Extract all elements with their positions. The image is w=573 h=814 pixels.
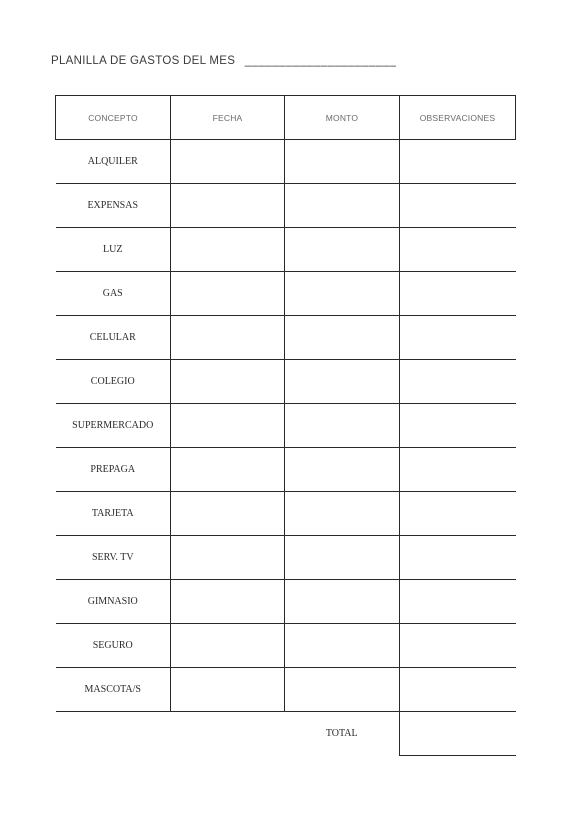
observaciones-cell[interactable]	[400, 404, 516, 448]
observaciones-cell[interactable]	[400, 228, 516, 272]
title-label: PLANILLA DE GASTOS DEL MES	[51, 55, 236, 67]
fecha-cell[interactable]	[171, 272, 285, 316]
fecha-cell[interactable]	[171, 448, 285, 492]
monto-cell[interactable]	[285, 624, 400, 668]
table-row	[56, 272, 516, 316]
fecha-cell[interactable]	[171, 404, 285, 448]
table-row	[56, 140, 516, 184]
table-row	[56, 228, 516, 272]
monto-cell[interactable]	[285, 668, 400, 712]
header-concepto: CONCEPTO	[56, 96, 171, 140]
monto-cell[interactable]	[285, 140, 400, 184]
observaciones-cell[interactable]	[400, 668, 516, 712]
fecha-cell[interactable]	[171, 184, 285, 228]
concept-cell: ALQUILER	[56, 140, 171, 184]
table-row	[56, 316, 516, 360]
page-title	[51, 55, 396, 67]
observaciones-cell[interactable]	[400, 448, 516, 492]
fecha-cell[interactable]	[171, 624, 285, 668]
fecha-cell[interactable]	[171, 228, 285, 272]
table-row	[56, 492, 516, 536]
header-monto: MONTO	[285, 96, 400, 140]
observaciones-cell[interactable]	[400, 140, 516, 184]
fecha-cell[interactable]	[171, 580, 285, 624]
table-row	[56, 448, 516, 492]
observaciones-cell[interactable]	[400, 360, 516, 404]
concept-cell: TARJETA	[56, 492, 171, 536]
month-blank-line: ______________________	[244, 55, 397, 67]
concept-cell: LUZ	[56, 228, 171, 272]
monto-cell[interactable]	[285, 360, 400, 404]
total-amount-cell[interactable]	[400, 712, 516, 756]
monto-cell[interactable]	[285, 316, 400, 360]
table-row	[56, 580, 516, 624]
concept-cell: GIMNASIO	[56, 580, 171, 624]
observaciones-cell[interactable]	[400, 624, 516, 668]
fecha-cell[interactable]	[171, 668, 285, 712]
fecha-cell[interactable]	[171, 316, 285, 360]
expense-table	[55, 95, 516, 756]
total-label: TOTAL	[325, 728, 358, 740]
concept-cell: MASCOTA/S	[56, 668, 171, 712]
observaciones-cell[interactable]	[400, 184, 516, 228]
monto-cell[interactable]	[285, 228, 400, 272]
monto-cell[interactable]	[285, 536, 400, 580]
header-observaciones: OBSERVACIONES	[400, 96, 516, 140]
concept-cell: SEGURO	[56, 624, 171, 668]
table-row	[56, 668, 516, 712]
concept-cell: GAS	[56, 272, 171, 316]
header-fecha: FECHA	[171, 96, 285, 140]
concept-cell: SERV. TV	[56, 536, 171, 580]
table-row	[56, 404, 516, 448]
total-spacer	[171, 712, 285, 756]
fecha-cell[interactable]	[171, 360, 285, 404]
observaciones-cell[interactable]	[400, 272, 516, 316]
total-row	[56, 712, 516, 756]
monto-cell[interactable]	[285, 184, 400, 228]
concept-cell: PREPAGA	[56, 448, 171, 492]
monto-cell[interactable]	[285, 580, 400, 624]
observaciones-cell[interactable]	[400, 536, 516, 580]
monto-cell[interactable]	[285, 272, 400, 316]
concept-cell: CELULAR	[56, 316, 171, 360]
table-row	[56, 536, 516, 580]
observaciones-cell[interactable]	[400, 316, 516, 360]
observaciones-cell[interactable]	[400, 492, 516, 536]
fecha-cell[interactable]	[171, 492, 285, 536]
monto-cell[interactable]	[285, 492, 400, 536]
total-spacer	[56, 712, 171, 756]
concept-cell: EXPENSAS	[56, 184, 171, 228]
fecha-cell[interactable]	[171, 140, 285, 184]
table-row	[56, 624, 516, 668]
monto-cell[interactable]	[285, 404, 400, 448]
concept-cell: COLEGIO	[56, 360, 171, 404]
observaciones-cell[interactable]	[400, 580, 516, 624]
table-row	[56, 184, 516, 228]
monto-cell[interactable]	[285, 448, 400, 492]
table-header-row	[56, 96, 516, 140]
table-row	[56, 360, 516, 404]
concept-cell: SUPERMERCADO	[56, 404, 171, 448]
fecha-cell[interactable]	[171, 536, 285, 580]
